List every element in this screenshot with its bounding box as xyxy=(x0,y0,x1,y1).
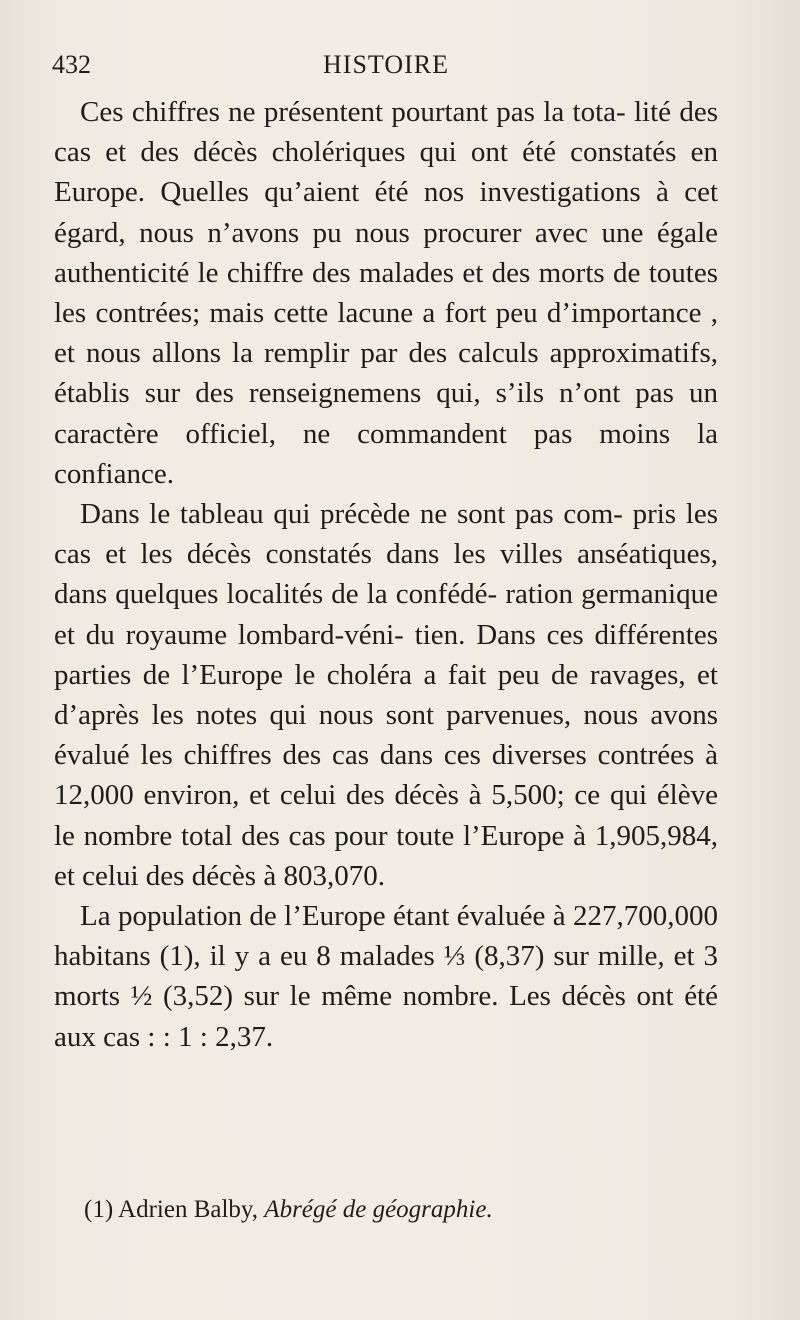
running-title: HISTOIRE xyxy=(323,50,449,79)
footnote-author: Adrien Balby, xyxy=(118,1196,259,1223)
paragraph-2: Dans le tableau qui précède ne sont pas com- pris les cas et les décès constatés dans les villes anséatiques, dans quelques localités de la confédé- ration germanique et du royaume lombard-véni- tien. Dans ces différentes parties de l’Europe le choléra a fait peu de ravages, et d’après les notes qui nous sont parvenues, nous avons évalué les chiffres des cas dans ces diverses contrées à 12,000 environ, et celui des décès à 5,500; ce qui élève le nombre total des cas pour toute l’Europe à 1,905,984, et celui des décès à 803,070. xyxy=(54,498,718,892)
paragraph-3: La population de l’Europe étant évaluée à 227,700,000 habitans (1), il y a eu 8 malades ⅓ (8,37) sur mille, et 3 morts ½ (3,52) sur le même nombre. Les décès ont été aux cas : : 1 : 2,37. xyxy=(54,900,718,1053)
footnote xyxy=(84,1196,724,1224)
paragraph-1: Ces chiffres ne présentent pourtant pas la tota- lité des cas et des décès cholériques qui ont été constatés en Europe. Quelles qu’aient été nos investigations à cet égard, nous n’avons pu nous procurer avec une égale authenticité le chiffre des malades et des morts de toutes les contrées; mais cette lacune a fort peu d’importance , et nous allons la remplir par des calculs approximatifs, établis sur des renseignemens qui, s’ils n’ont pas un caractère officiel, ne commandent pas moins la confiance. xyxy=(54,96,718,490)
running-head xyxy=(52,50,720,86)
body-text xyxy=(54,92,718,1057)
page-number: 432 xyxy=(52,50,91,79)
footnote-source: Abrégé de géographie. xyxy=(264,1196,493,1223)
footnote-marker: (1) xyxy=(84,1196,114,1223)
